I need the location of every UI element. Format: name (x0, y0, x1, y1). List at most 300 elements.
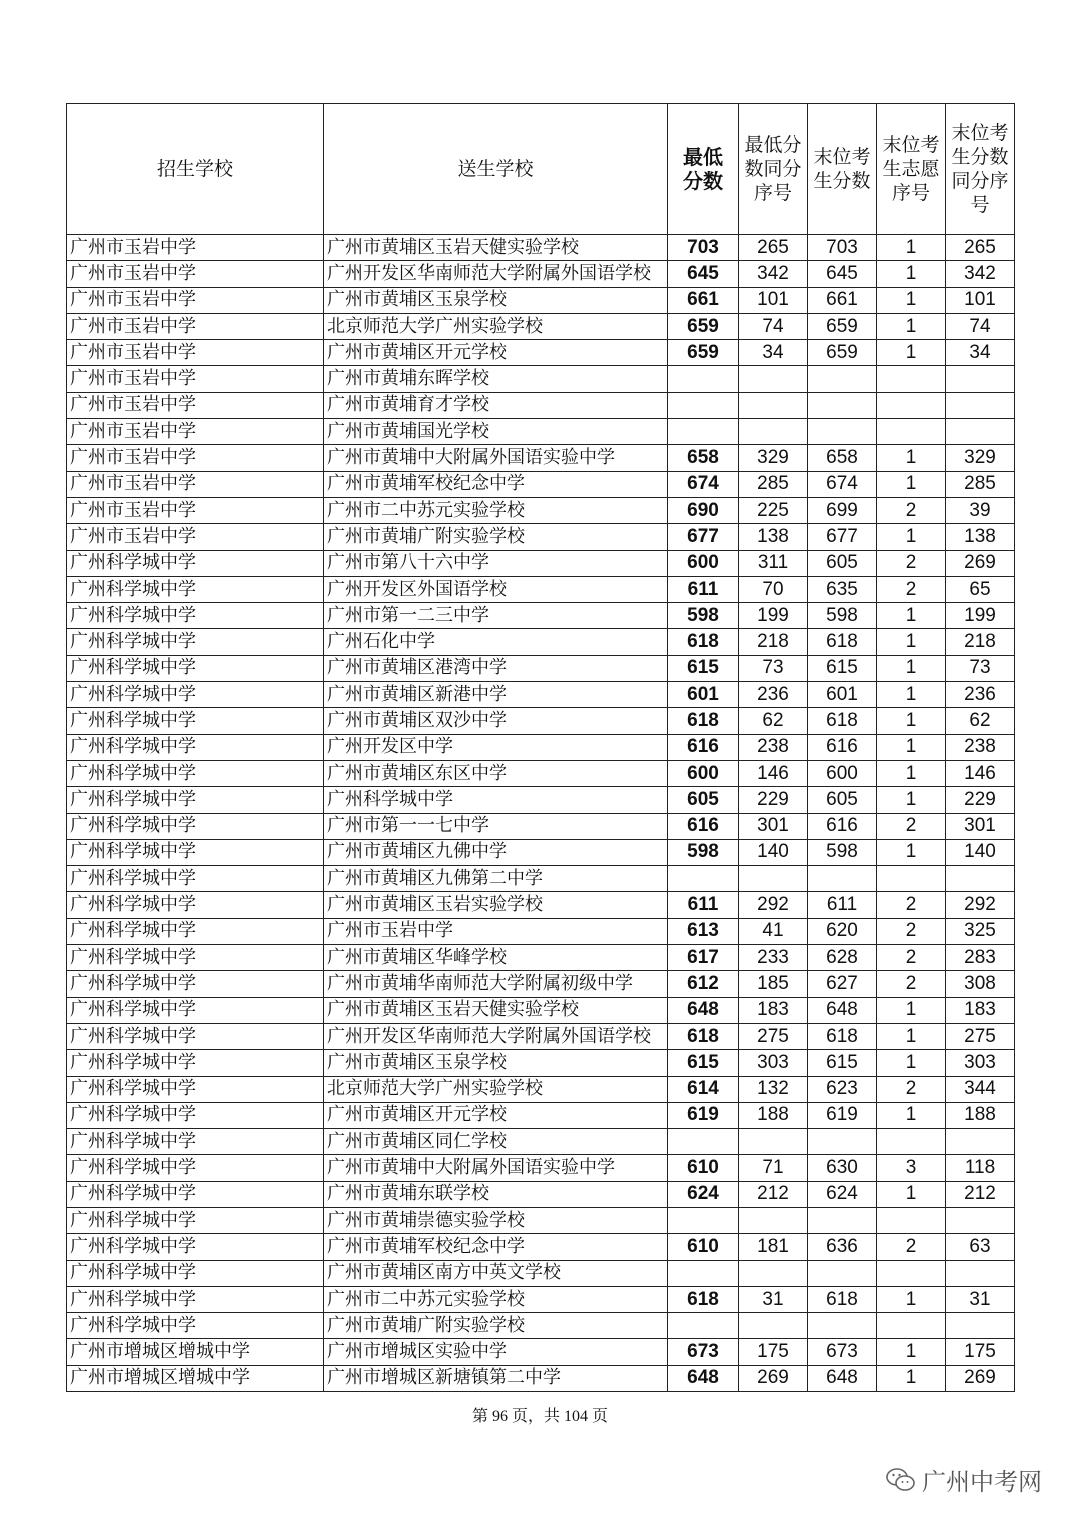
cell-last-score: 648 (808, 1365, 877, 1391)
cell-last-score: 615 (808, 1050, 877, 1076)
cell-last-wish: 2 (877, 1234, 946, 1260)
cell-min-score: 648 (668, 997, 739, 1023)
cell-last-wish: 1 (877, 734, 946, 760)
cell-send-school: 广州市黄埔国光学校 (324, 419, 668, 445)
cell-min-score-rank: 301 (739, 813, 808, 839)
cell-last-score: 605 (808, 787, 877, 813)
cell-last-wish: 1 (877, 629, 946, 655)
cell-last-wish: 2 (877, 918, 946, 944)
cell-admit-school: 广州市玉岩中学 (67, 471, 324, 497)
cell-admit-school: 广州科学城中学 (67, 603, 324, 629)
cell-min-score: 610 (668, 1234, 739, 1260)
cell-last-wish (877, 392, 946, 418)
cell-min-score-rank: 73 (739, 655, 808, 681)
cell-last-rank: 63 (946, 1234, 1015, 1260)
cell-last-score: 618 (808, 708, 877, 734)
cell-send-school: 广州石化中学 (324, 629, 668, 655)
cell-last-rank: 344 (946, 1076, 1015, 1102)
cell-min-score: 613 (668, 918, 739, 944)
cell-last-wish: 2 (877, 576, 946, 602)
cell-min-score-rank (739, 1129, 808, 1155)
cell-last-wish: 1 (877, 839, 946, 865)
cell-admit-school: 广州科学城中学 (67, 866, 324, 892)
table-row (67, 1102, 1015, 1128)
cell-last-score: 598 (808, 603, 877, 629)
cell-send-school: 广州市第一二三中学 (324, 603, 668, 629)
cell-last-rank: 74 (946, 313, 1015, 339)
cell-min-score-rank: 146 (739, 760, 808, 786)
cell-admit-school: 广州市玉岩中学 (67, 261, 324, 287)
cell-min-score-rank: 292 (739, 892, 808, 918)
cell-last-rank (946, 1260, 1015, 1286)
cell-min-score: 616 (668, 813, 739, 839)
table-row (67, 1023, 1015, 1049)
table-row (67, 235, 1015, 261)
cell-admit-school: 广州市玉岩中学 (67, 340, 324, 366)
cell-last-wish: 2 (877, 971, 946, 997)
cell-last-rank (946, 1313, 1015, 1339)
cell-last-wish: 1 (877, 471, 946, 497)
cell-min-score: 612 (668, 971, 739, 997)
cell-min-score: 618 (668, 708, 739, 734)
cell-send-school: 广州市黄埔区玉泉学校 (324, 1050, 668, 1076)
table-row (67, 734, 1015, 760)
cell-last-wish: 1 (877, 997, 946, 1023)
header-send-school: 送生学校 (324, 104, 668, 235)
table-row (67, 682, 1015, 708)
page-number: 第 96 页，共 104 页 (471, 1408, 608, 1425)
table-row (67, 1155, 1015, 1181)
cell-last-rank: 188 (946, 1102, 1015, 1128)
cell-send-school: 广州市黄埔东晖学校 (324, 366, 668, 392)
cell-min-score-rank: 311 (739, 550, 808, 576)
cell-last-score (808, 1313, 877, 1339)
cell-admit-school: 广州市玉岩中学 (67, 497, 324, 523)
header-last-wish (877, 104, 946, 235)
cell-last-wish: 1 (877, 1102, 946, 1128)
cell-min-score: 600 (668, 760, 739, 786)
cell-admit-school: 广州市增城区增城中学 (67, 1365, 324, 1391)
table-row (67, 655, 1015, 681)
cell-min-score-rank: 218 (739, 629, 808, 655)
cell-last-wish: 1 (877, 287, 946, 313)
cell-send-school: 广州市黄埔区港湾中学 (324, 655, 668, 681)
cell-last-wish: 1 (877, 1181, 946, 1207)
cell-last-rank (946, 866, 1015, 892)
cell-min-score (668, 1129, 739, 1155)
cell-min-score-rank: 229 (739, 787, 808, 813)
cell-min-score-rank (739, 1313, 808, 1339)
cell-min-score: 615 (668, 1050, 739, 1076)
cell-send-school: 广州市黄埔区同仁学校 (324, 1129, 668, 1155)
header-admit-school: 招生学校 (67, 104, 324, 235)
header-last-wish-text: 末位考生志愿序号 (882, 134, 940, 204)
cell-last-rank: 342 (946, 261, 1015, 287)
cell-last-wish: 1 (877, 1286, 946, 1312)
cell-admit-school: 广州科学城中学 (67, 550, 324, 576)
table-row (67, 866, 1015, 892)
cell-admit-school: 广州科学城中学 (67, 971, 324, 997)
cell-send-school: 广州市玉岩中学 (324, 918, 668, 944)
table-row (67, 839, 1015, 865)
cell-last-rank: 65 (946, 576, 1015, 602)
table-row (67, 524, 1015, 550)
cell-last-wish: 2 (877, 945, 946, 971)
cell-last-rank: 146 (946, 760, 1015, 786)
table-row (67, 1076, 1015, 1102)
cell-min-score-rank: 238 (739, 734, 808, 760)
cell-min-score-rank: 185 (739, 971, 808, 997)
cell-last-score: 618 (808, 1286, 877, 1312)
table-row (67, 813, 1015, 839)
cell-admit-school: 广州科学城中学 (67, 945, 324, 971)
cell-min-score: 619 (668, 1102, 739, 1128)
cell-last-score: 659 (808, 313, 877, 339)
table-row (67, 603, 1015, 629)
cell-last-score: 659 (808, 340, 877, 366)
cell-min-score-rank: 31 (739, 1286, 808, 1312)
cell-send-school: 广州市黄埔区东区中学 (324, 760, 668, 786)
cell-min-score: 616 (668, 734, 739, 760)
cell-min-score (668, 1260, 739, 1286)
cell-admit-school: 广州科学城中学 (67, 1155, 324, 1181)
cell-min-score-rank: 188 (739, 1102, 808, 1128)
cell-min-score: 598 (668, 839, 739, 865)
cell-last-score: 699 (808, 497, 877, 523)
cell-last-rank: 118 (946, 1155, 1015, 1181)
cell-last-rank: 39 (946, 497, 1015, 523)
cell-min-score-rank: 132 (739, 1076, 808, 1102)
cell-send-school: 广州市黄埔中大附属外国语实验中学 (324, 445, 668, 471)
cell-min-score: 673 (668, 1339, 739, 1365)
cell-send-school: 北京师范大学广州实验学校 (324, 1076, 668, 1102)
cell-last-score: 703 (808, 235, 877, 261)
cell-admit-school: 广州科学城中学 (67, 1260, 324, 1286)
table-row (67, 1339, 1015, 1365)
cell-last-rank: 236 (946, 682, 1015, 708)
table-row (67, 287, 1015, 313)
cell-last-score: 645 (808, 261, 877, 287)
watermark (886, 1462, 1042, 1497)
table-row (67, 445, 1015, 471)
cell-last-wish (877, 1129, 946, 1155)
cell-min-score: 703 (668, 235, 739, 261)
cell-admit-school: 广州科学城中学 (67, 1023, 324, 1049)
cell-last-rank: 73 (946, 655, 1015, 681)
cell-min-score-rank: 265 (739, 235, 808, 261)
table-row (67, 340, 1015, 366)
cell-last-rank: 101 (946, 287, 1015, 313)
cell-send-school: 北京师范大学广州实验学校 (324, 313, 668, 339)
table-row (67, 576, 1015, 602)
cell-last-rank (946, 1207, 1015, 1233)
table-row (67, 313, 1015, 339)
cell-min-score: 648 (668, 1365, 739, 1391)
cell-admit-school: 广州科学城中学 (67, 1313, 324, 1339)
cell-min-score: 659 (668, 313, 739, 339)
cell-last-wish: 1 (877, 340, 946, 366)
cell-last-wish: 2 (877, 550, 946, 576)
cell-admit-school: 广州科学城中学 (67, 576, 324, 602)
cell-admit-school: 广州市玉岩中学 (67, 445, 324, 471)
cell-min-score-rank: 175 (739, 1339, 808, 1365)
cell-send-school: 广州市黄埔育才学校 (324, 392, 668, 418)
cell-last-wish: 1 (877, 787, 946, 813)
cell-last-score: 630 (808, 1155, 877, 1181)
cell-admit-school: 广州科学城中学 (67, 760, 324, 786)
cell-min-score: 618 (668, 629, 739, 655)
cell-send-school: 广州市黄埔区九佛中学 (324, 839, 668, 865)
cell-last-wish (877, 1313, 946, 1339)
cell-last-rank: 229 (946, 787, 1015, 813)
cell-min-score: 658 (668, 445, 739, 471)
table-row (67, 1286, 1015, 1312)
cell-send-school: 广州市黄埔军校纪念中学 (324, 1234, 668, 1260)
cell-last-wish: 1 (877, 655, 946, 681)
cell-last-rank: 303 (946, 1050, 1015, 1076)
cell-last-rank: 275 (946, 1023, 1015, 1049)
cell-last-wish (877, 1260, 946, 1286)
table-row (67, 366, 1015, 392)
cell-min-score-rank: 138 (739, 524, 808, 550)
cell-last-rank: 269 (946, 1365, 1015, 1391)
table-row (67, 1234, 1015, 1260)
cell-last-rank (946, 392, 1015, 418)
cell-send-school: 广州市黄埔区玉岩天健实验学校 (324, 997, 668, 1023)
table-row (67, 997, 1015, 1023)
cell-last-wish: 1 (877, 313, 946, 339)
cell-send-school: 广州市二中苏元实验学校 (324, 1286, 668, 1312)
cell-last-rank: 218 (946, 629, 1015, 655)
cell-admit-school: 广州科学城中学 (67, 682, 324, 708)
cell-min-score-rank: 140 (739, 839, 808, 865)
cell-admit-school: 广州科学城中学 (67, 1102, 324, 1128)
cell-last-score: 601 (808, 682, 877, 708)
cell-min-score: 618 (668, 1286, 739, 1312)
cell-min-score: 618 (668, 1023, 739, 1049)
cell-min-score-rank (739, 392, 808, 418)
table-row (67, 1181, 1015, 1207)
cell-last-wish: 1 (877, 445, 946, 471)
cell-last-wish: 1 (877, 760, 946, 786)
cell-min-score: 600 (668, 550, 739, 576)
cell-admit-school: 广州科学城中学 (67, 1050, 324, 1076)
cell-last-score: 618 (808, 629, 877, 655)
cell-last-score: 628 (808, 945, 877, 971)
cell-admit-school: 广州科学城中学 (67, 997, 324, 1023)
table-row (67, 892, 1015, 918)
cell-min-score-rank (739, 866, 808, 892)
table-row (67, 787, 1015, 813)
cell-send-school: 广州市黄埔区双沙中学 (324, 708, 668, 734)
cell-min-score-rank (739, 366, 808, 392)
cell-admit-school: 广州科学城中学 (67, 839, 324, 865)
table-row (67, 392, 1015, 418)
cell-last-rank: 285 (946, 471, 1015, 497)
cell-min-score-rank: 233 (739, 945, 808, 971)
cell-admit-school: 广州科学城中学 (67, 734, 324, 760)
cell-send-school: 广州市黄埔区新港中学 (324, 682, 668, 708)
cell-last-score: 636 (808, 1234, 877, 1260)
header-min-score (668, 104, 739, 235)
cell-last-wish: 2 (877, 813, 946, 839)
cell-last-score: 616 (808, 734, 877, 760)
cell-min-score-rank: 225 (739, 497, 808, 523)
cell-last-score: 674 (808, 471, 877, 497)
header-last-score (808, 104, 877, 235)
cell-last-score (808, 1129, 877, 1155)
cell-send-school: 广州开发区华南师范大学附属外国语学校 (324, 1023, 668, 1049)
cell-last-rank: 325 (946, 918, 1015, 944)
cell-min-score-rank: 62 (739, 708, 808, 734)
cell-min-score-rank: 212 (739, 1181, 808, 1207)
cell-admit-school: 广州市玉岩中学 (67, 419, 324, 445)
header-min-score-text: 最低分数 (683, 145, 723, 193)
cell-min-score-rank: 181 (739, 1234, 808, 1260)
cell-last-wish: 3 (877, 1155, 946, 1181)
cell-send-school: 广州市黄埔区玉岩天健实验学校 (324, 235, 668, 261)
cell-admit-school: 广州科学城中学 (67, 787, 324, 813)
cell-last-wish: 1 (877, 235, 946, 261)
table-row (67, 918, 1015, 944)
table-row (67, 760, 1015, 786)
table-row (67, 471, 1015, 497)
cell-min-score-rank: 183 (739, 997, 808, 1023)
cell-last-score: 627 (808, 971, 877, 997)
cell-last-score (808, 366, 877, 392)
cell-last-wish: 1 (877, 1339, 946, 1365)
cell-min-score-rank: 74 (739, 313, 808, 339)
cell-last-wish: 1 (877, 708, 946, 734)
cell-min-score: 624 (668, 1181, 739, 1207)
cell-last-rank: 34 (946, 340, 1015, 366)
cell-last-rank: 238 (946, 734, 1015, 760)
cell-admit-school: 广州市玉岩中学 (67, 287, 324, 313)
cell-last-rank: 308 (946, 971, 1015, 997)
cell-last-score: 648 (808, 997, 877, 1023)
header-row (67, 104, 1015, 235)
cell-min-score-rank: 236 (739, 682, 808, 708)
cell-admit-school: 广州科学城中学 (67, 629, 324, 655)
cell-last-score: 616 (808, 813, 877, 839)
cell-last-score (808, 419, 877, 445)
cell-admit-school: 广州市玉岩中学 (67, 524, 324, 550)
cell-last-rank (946, 419, 1015, 445)
cell-min-score-rank: 199 (739, 603, 808, 629)
table-row (67, 261, 1015, 287)
cell-min-score (668, 866, 739, 892)
cell-admit-school: 广州市增城区增城中学 (67, 1339, 324, 1365)
cell-last-wish: 1 (877, 524, 946, 550)
cell-last-score: 618 (808, 1023, 877, 1049)
cell-min-score: 690 (668, 497, 739, 523)
cell-min-score-rank: 70 (739, 576, 808, 602)
header-min-score-rank-text: 最低分数同分序号 (744, 134, 802, 204)
cell-admit-school: 广州科学城中学 (67, 1129, 324, 1155)
cell-last-rank: 175 (946, 1339, 1015, 1365)
cell-send-school: 广州市黄埔区玉岩实验学校 (324, 892, 668, 918)
cell-last-score: 605 (808, 550, 877, 576)
cell-last-score: 598 (808, 839, 877, 865)
cell-min-score (668, 1207, 739, 1233)
cell-last-wish: 1 (877, 1023, 946, 1049)
cell-min-score-rank: 342 (739, 261, 808, 287)
cell-last-rank: 301 (946, 813, 1015, 839)
cell-last-wish: 1 (877, 603, 946, 629)
header-last-rank-text: 末位考生分数同分序号 (951, 122, 1009, 216)
cell-last-wish (877, 419, 946, 445)
cell-last-score: 661 (808, 287, 877, 313)
cell-min-score-rank: 34 (739, 340, 808, 366)
cell-last-rank: 31 (946, 1286, 1015, 1312)
cell-send-school: 广州市增城区新塘镇第二中学 (324, 1365, 668, 1391)
cell-min-score-rank: 71 (739, 1155, 808, 1181)
header-last-rank (946, 104, 1015, 235)
cell-send-school: 广州科学城中学 (324, 787, 668, 813)
cell-min-score: 605 (668, 787, 739, 813)
cell-last-score: 623 (808, 1076, 877, 1102)
table-row (67, 708, 1015, 734)
cell-min-score-rank (739, 1260, 808, 1286)
table-row (67, 497, 1015, 523)
cell-send-school: 广州市黄埔华南师范大学附属初级中学 (324, 971, 668, 997)
table-body (67, 235, 1015, 1392)
watermark-text: 广州中考网 (922, 1468, 1042, 1496)
cell-last-wish: 1 (877, 682, 946, 708)
cell-send-school: 广州市黄埔广附实验学校 (324, 524, 668, 550)
cell-last-rank (946, 1129, 1015, 1155)
cell-last-score: 611 (808, 892, 877, 918)
table-row (67, 550, 1015, 576)
cell-admit-school: 广州市玉岩中学 (67, 313, 324, 339)
cell-last-rank: 62 (946, 708, 1015, 734)
cell-last-rank: 329 (946, 445, 1015, 471)
table-row (67, 1365, 1015, 1391)
cell-send-school: 广州市第八十六中学 (324, 550, 668, 576)
cell-min-score-rank: 41 (739, 918, 808, 944)
cell-min-score-rank: 285 (739, 471, 808, 497)
table-row (67, 419, 1015, 445)
table-row (67, 1260, 1015, 1286)
cell-send-school: 广州市黄埔区开元学校 (324, 1102, 668, 1128)
cell-last-score: 624 (808, 1181, 877, 1207)
cell-min-score: 615 (668, 655, 739, 681)
table-row (67, 945, 1015, 971)
cell-min-score: 674 (668, 471, 739, 497)
cell-last-rank: 265 (946, 235, 1015, 261)
cell-last-wish (877, 366, 946, 392)
cell-last-rank: 183 (946, 997, 1015, 1023)
cell-send-school: 广州市黄埔区开元学校 (324, 340, 668, 366)
cell-min-score: 611 (668, 576, 739, 602)
cell-admit-school: 广州市玉岩中学 (67, 392, 324, 418)
cell-send-school: 广州市黄埔中大附属外国语实验中学 (324, 1155, 668, 1181)
cell-send-school: 广州市二中苏元实验学校 (324, 497, 668, 523)
cell-last-wish: 2 (877, 497, 946, 523)
cell-send-school: 广州市黄埔区南方中英文学校 (324, 1260, 668, 1286)
cell-last-rank: 138 (946, 524, 1015, 550)
cell-send-school: 广州市黄埔区九佛第二中学 (324, 866, 668, 892)
cell-admit-school: 广州科学城中学 (67, 1181, 324, 1207)
cell-send-school: 广州开发区中学 (324, 734, 668, 760)
cell-min-score: 645 (668, 261, 739, 287)
table-row (67, 1207, 1015, 1233)
cell-admit-school: 广州市玉岩中学 (67, 235, 324, 261)
cell-admit-school: 广州科学城中学 (67, 892, 324, 918)
cell-last-score (808, 1260, 877, 1286)
cell-last-score (808, 866, 877, 892)
cell-min-score: 661 (668, 287, 739, 313)
